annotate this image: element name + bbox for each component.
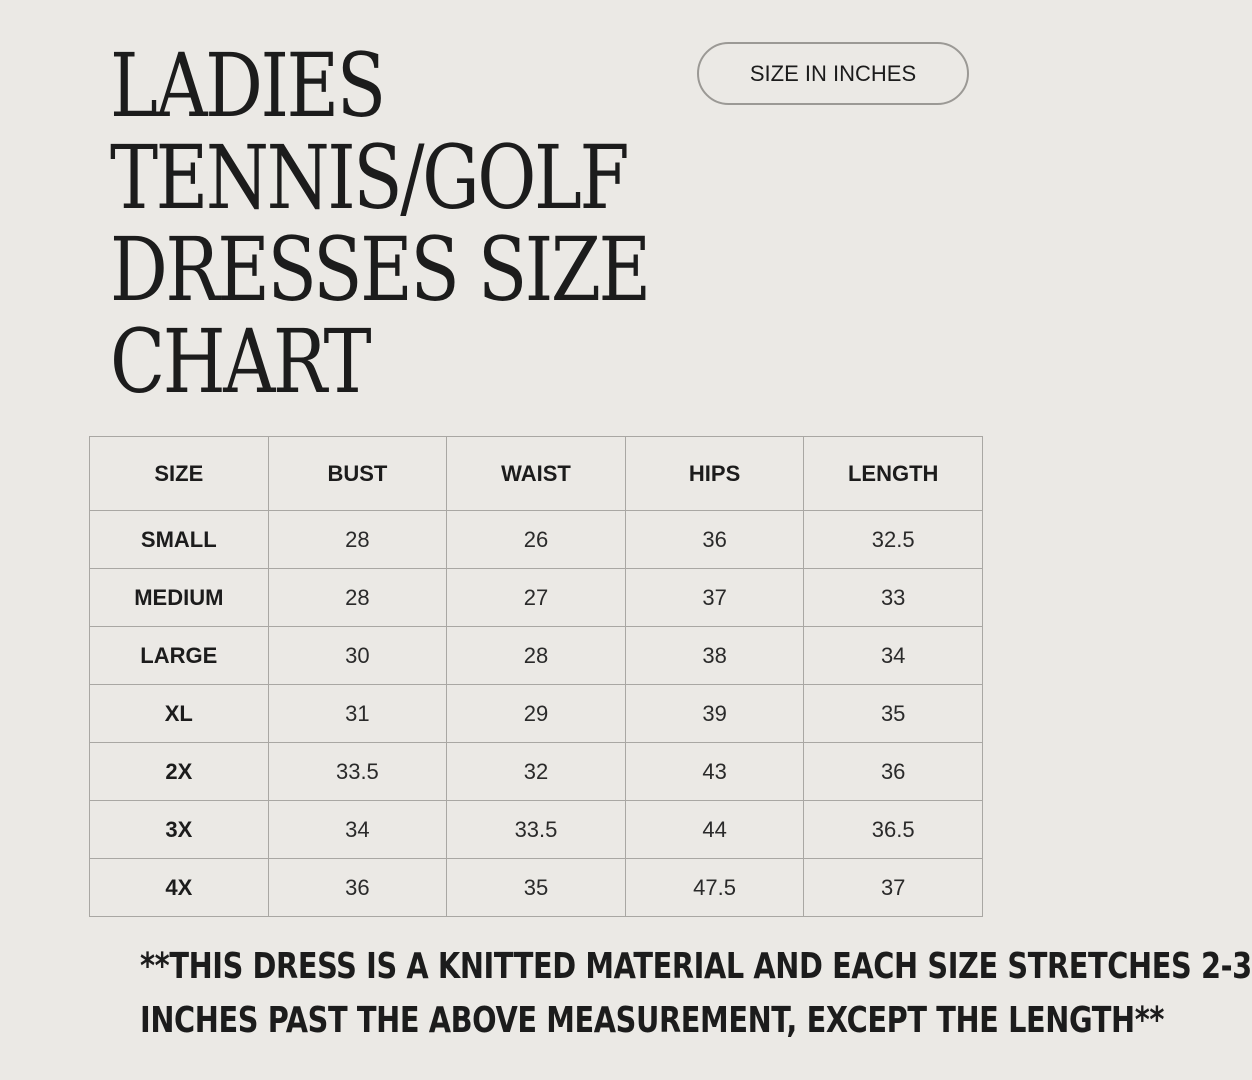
bust-cell: 28 (268, 511, 447, 569)
waist-cell: 27 (447, 569, 626, 627)
waist-cell: 29 (447, 685, 626, 743)
size-cell: 3X (90, 801, 269, 859)
hips-cell: 44 (625, 801, 804, 859)
bust-cell: 36 (268, 859, 447, 917)
size-cell: LARGE (90, 627, 269, 685)
waist-cell: 32 (447, 743, 626, 801)
hips-cell: 36 (625, 511, 804, 569)
title-line: TENNIS/GOLF (110, 126, 628, 229)
size-cell: SMALL (90, 511, 269, 569)
bust-cell: 31 (268, 685, 447, 743)
table-row (90, 627, 983, 685)
bust-cell: 33.5 (268, 743, 447, 801)
table-row (90, 511, 983, 569)
title-line: DRESSES SIZE (110, 218, 649, 321)
column-header-hips: HIPS (625, 437, 804, 511)
title-line: CHART (110, 310, 370, 413)
table-row (90, 569, 983, 627)
hips-cell: 37 (625, 569, 804, 627)
table-row (90, 801, 983, 859)
table-header-row (90, 437, 983, 511)
page-title (110, 34, 684, 413)
stretch-note (140, 940, 1252, 1048)
bust-cell: 30 (268, 627, 447, 685)
note-line: **THIS DRESS IS A KNITTED MATERIAL AND EACH SIZE STRETCHES 2-3 (140, 946, 1252, 987)
length-cell: 36 (804, 743, 983, 801)
bust-cell: 28 (268, 569, 447, 627)
size-cell: MEDIUM (90, 569, 269, 627)
column-header-size: SIZE (90, 437, 269, 511)
size-unit-badge (697, 42, 969, 105)
size-cell: 2X (90, 743, 269, 801)
length-cell: 36.5 (804, 801, 983, 859)
title-line: LADIES (110, 34, 384, 137)
hips-cell: 43 (625, 743, 804, 801)
table-row (90, 743, 983, 801)
waist-cell: 26 (447, 511, 626, 569)
table-row (90, 685, 983, 743)
waist-cell: 28 (447, 627, 626, 685)
size-cell: 4X (90, 859, 269, 917)
length-cell: 34 (804, 627, 983, 685)
length-cell: 37 (804, 859, 983, 917)
waist-cell: 35 (447, 859, 626, 917)
length-cell: 35 (804, 685, 983, 743)
waist-cell: 33.5 (447, 801, 626, 859)
bust-cell: 34 (268, 801, 447, 859)
hips-cell: 47.5 (625, 859, 804, 917)
hips-cell: 38 (625, 627, 804, 685)
size-cell: XL (90, 685, 269, 743)
column-header-length: LENGTH (804, 437, 983, 511)
size-unit-label: SIZE IN INCHES (749, 60, 917, 86)
table-row (90, 859, 983, 917)
column-header-waist: WAIST (447, 437, 626, 511)
note-line: INCHES PAST THE ABOVE MEASUREMENT, EXCEPT THE LENGTH** (140, 1000, 1165, 1041)
length-cell: 33 (804, 569, 983, 627)
column-header-bust: BUST (268, 437, 447, 511)
size-chart-table (89, 436, 983, 917)
hips-cell: 39 (625, 685, 804, 743)
length-cell: 32.5 (804, 511, 983, 569)
